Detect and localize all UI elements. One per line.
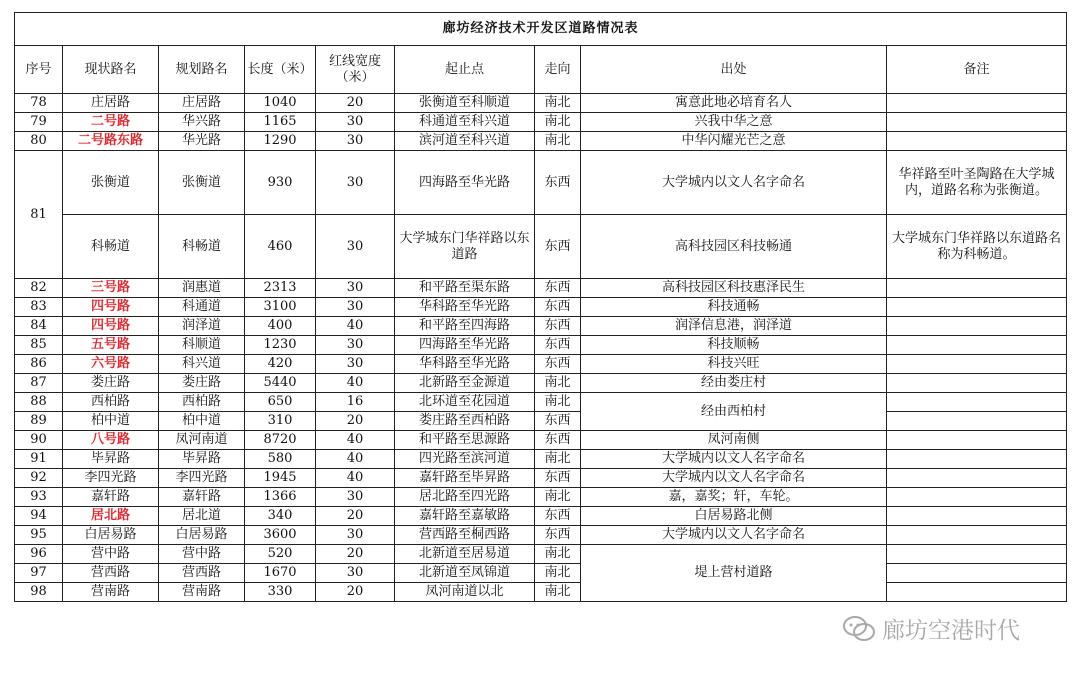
- cell-range: 北环道至花园道: [395, 393, 535, 412]
- cell-no: 88: [15, 393, 63, 412]
- cell-direction: 南北: [535, 132, 581, 151]
- cell-range: 张衡道至科顺道: [395, 94, 535, 113]
- cell-note: [887, 583, 1067, 602]
- cell-planned: 华光路: [159, 132, 245, 151]
- cell-direction: 东西: [535, 317, 581, 336]
- cell-length: 5440: [245, 374, 316, 393]
- header-length: 长度（米）: [245, 46, 316, 94]
- cell-no: 97: [15, 564, 63, 583]
- cell-direction: 东西: [535, 431, 581, 450]
- header-range: 起止点: [395, 46, 535, 94]
- cell-direction: 东西: [535, 298, 581, 317]
- cell-no: 89: [15, 412, 63, 431]
- cell-length: 580: [245, 450, 316, 469]
- header-row: [15, 46, 1067, 94]
- header-current-name: 现状路名: [63, 46, 159, 94]
- cell-current: 白居易路: [63, 526, 159, 545]
- cell-width: 30: [316, 215, 395, 279]
- cell-no: 84: [15, 317, 63, 336]
- cell-current: 四号路: [63, 298, 159, 317]
- cell-width: 30: [316, 113, 395, 132]
- cell-note: [887, 450, 1067, 469]
- cell-range: 居北路至四光路: [395, 488, 535, 507]
- cell-no: 91: [15, 450, 63, 469]
- cell-note: [887, 336, 1067, 355]
- table-row: [15, 545, 1067, 564]
- cell-width: 30: [316, 279, 395, 298]
- table-row: [15, 583, 1067, 602]
- cell-length: 1290: [245, 132, 316, 151]
- cell-origin: 堤上营村道路: [581, 545, 887, 602]
- cell-width: 20: [316, 94, 395, 113]
- cell-direction: 南北: [535, 374, 581, 393]
- cell-length: 2313: [245, 279, 316, 298]
- cell-width: 40: [316, 469, 395, 488]
- cell-direction: 东西: [535, 507, 581, 526]
- cell-no: 92: [15, 469, 63, 488]
- table-row: [15, 336, 1067, 355]
- cell-current: 营南路: [63, 583, 159, 602]
- table-row: [15, 393, 1067, 412]
- cell-origin: 润泽信息港，润泽道: [581, 317, 887, 336]
- cell-planned: 科顺道: [159, 336, 245, 355]
- cell-length: 1670: [245, 564, 316, 583]
- cell-length: 8720: [245, 431, 316, 450]
- cell-planned: 科畅道: [159, 215, 245, 279]
- cell-origin: 白居易路北侧: [581, 507, 887, 526]
- cell-width: 30: [316, 132, 395, 151]
- table-row: [15, 488, 1067, 507]
- cell-range: 和平路至思源路: [395, 431, 535, 450]
- cell-direction: 南北: [535, 564, 581, 583]
- cell-note: 大学城东门华祥路以东道路名称为科畅道。: [887, 215, 1067, 279]
- table-row: [15, 469, 1067, 488]
- cell-origin: 兴我中华之意: [581, 113, 887, 132]
- cell-range: 营西路至桐西路: [395, 526, 535, 545]
- table-row: [15, 374, 1067, 393]
- cell-width: 40: [316, 317, 395, 336]
- cell-length: 400: [245, 317, 316, 336]
- cell-range: 科通道至科兴道: [395, 113, 535, 132]
- cell-range: 凤河南道以北: [395, 583, 535, 602]
- cell-width: 30: [316, 526, 395, 545]
- cell-width: 30: [316, 488, 395, 507]
- cell-current: 张衡道: [63, 151, 159, 215]
- cell-planned: 营西路: [159, 564, 245, 583]
- cell-range: 华科路至华光路: [395, 298, 535, 317]
- table-row: [15, 412, 1067, 431]
- cell-current: 西柏路: [63, 393, 159, 412]
- cell-origin: 高科技园区科技惠泽民生: [581, 279, 887, 298]
- cell-length: 330: [245, 583, 316, 602]
- cell-direction: 东西: [535, 336, 581, 355]
- cell-no: 95: [15, 526, 63, 545]
- cell-current: 四号路: [63, 317, 159, 336]
- cell-direction: 南北: [535, 488, 581, 507]
- cell-origin: 科技兴旺: [581, 355, 887, 374]
- cell-direction: 东西: [535, 151, 581, 215]
- cell-note: 华祥路至叶圣陶路在大学城内，道路名称为张衡道。: [887, 151, 1067, 215]
- cell-no: 81: [15, 151, 63, 279]
- cell-range: 北新道至居易道: [395, 545, 535, 564]
- cell-direction: 南北: [535, 450, 581, 469]
- header-width: 红线宽度（米）: [316, 46, 395, 94]
- cell-origin: 经由西柏村: [581, 393, 887, 431]
- cell-direction: 南北: [535, 94, 581, 113]
- cell-length: 1230: [245, 336, 316, 355]
- cell-range: 四海路至华光路: [395, 336, 535, 355]
- cell-width: 16: [316, 393, 395, 412]
- cell-planned: 凤河南道: [159, 431, 245, 450]
- cell-current: 娄庄路: [63, 374, 159, 393]
- table-row: [15, 94, 1067, 113]
- cell-width: 20: [316, 545, 395, 564]
- cell-current: 居北路: [63, 507, 159, 526]
- cell-no: 98: [15, 583, 63, 602]
- cell-origin: 经由娄庄村: [581, 374, 887, 393]
- cell-current: 营西路: [63, 564, 159, 583]
- cell-length: 1165: [245, 113, 316, 132]
- table-row: [15, 151, 1067, 215]
- cell-no: 79: [15, 113, 63, 132]
- cell-planned: 润泽道: [159, 317, 245, 336]
- cell-no: 90: [15, 431, 63, 450]
- cell-note: [887, 355, 1067, 374]
- cell-planned: 润惠道: [159, 279, 245, 298]
- table-row: [15, 526, 1067, 545]
- table-row: [15, 431, 1067, 450]
- cell-planned: 嘉轩路: [159, 488, 245, 507]
- cell-length: 1040: [245, 94, 316, 113]
- cell-no: 94: [15, 507, 63, 526]
- cell-width: 20: [316, 412, 395, 431]
- cell-note: [887, 298, 1067, 317]
- cell-range: 四海路至华光路: [395, 151, 535, 215]
- cell-length: 1945: [245, 469, 316, 488]
- cell-width: 30: [316, 564, 395, 583]
- watermark: [842, 612, 1020, 645]
- cell-width: 40: [316, 431, 395, 450]
- cell-range: 和平路至四海路: [395, 317, 535, 336]
- cell-planned: 毕昇路: [159, 450, 245, 469]
- road-table-container: [14, 12, 1066, 602]
- cell-length: 650: [245, 393, 316, 412]
- table-title: 廊坊经济技术开发区道路情况表: [15, 13, 1067, 46]
- cell-note: [887, 469, 1067, 488]
- cell-direction: 南北: [535, 113, 581, 132]
- cell-planned: 居北道: [159, 507, 245, 526]
- wechat-icon: [842, 615, 876, 643]
- cell-planned: 华兴路: [159, 113, 245, 132]
- cell-width: 20: [316, 583, 395, 602]
- header-direction: 走向: [535, 46, 581, 94]
- cell-planned: 科通道: [159, 298, 245, 317]
- header-origin: 出处: [581, 46, 887, 94]
- cell-no: 82: [15, 279, 63, 298]
- cell-range: 嘉轩路至嘉敏路: [395, 507, 535, 526]
- cell-direction: 东西: [535, 215, 581, 279]
- cell-range: 嘉轩路至毕昇路: [395, 469, 535, 488]
- cell-direction: 南北: [535, 545, 581, 564]
- cell-length: 520: [245, 545, 316, 564]
- cell-no: 80: [15, 132, 63, 151]
- table-row: [15, 279, 1067, 298]
- cell-range: 滨河道至科兴道: [395, 132, 535, 151]
- cell-origin: 中华闪耀光芒之意: [581, 132, 887, 151]
- cell-no: 96: [15, 545, 63, 564]
- cell-direction: 东西: [535, 469, 581, 488]
- cell-note: [887, 507, 1067, 526]
- cell-range: 娄庄路至西柏路: [395, 412, 535, 431]
- cell-current: 科畅道: [63, 215, 159, 279]
- header-note: 备注: [887, 46, 1067, 94]
- cell-note: [887, 526, 1067, 545]
- cell-note: [887, 393, 1067, 412]
- cell-note: [887, 94, 1067, 113]
- cell-direction: 东西: [535, 355, 581, 374]
- cell-no: 85: [15, 336, 63, 355]
- table-row: [15, 132, 1067, 151]
- cell-note: [887, 279, 1067, 298]
- cell-note: [887, 412, 1067, 431]
- cell-length: 3100: [245, 298, 316, 317]
- cell-planned: 柏中道: [159, 412, 245, 431]
- cell-range: 北新路至金源道: [395, 374, 535, 393]
- cell-length: 340: [245, 507, 316, 526]
- table-row: [15, 113, 1067, 132]
- cell-no: 87: [15, 374, 63, 393]
- table-row: [15, 450, 1067, 469]
- cell-width: 20: [316, 507, 395, 526]
- cell-length: 3600: [245, 526, 316, 545]
- cell-direction: 南北: [535, 393, 581, 412]
- cell-planned: 李四光路: [159, 469, 245, 488]
- table-row: [15, 298, 1067, 317]
- cell-current: 二号路东路: [63, 132, 159, 151]
- cell-range: 北新道至凤锦道: [395, 564, 535, 583]
- cell-current: 二号路: [63, 113, 159, 132]
- cell-planned: 庄居路: [159, 94, 245, 113]
- cell-range: 四光路至滨河道: [395, 450, 535, 469]
- cell-no: 83: [15, 298, 63, 317]
- cell-origin: 高科技园区科技畅通: [581, 215, 887, 279]
- cell-current: 嘉轩路: [63, 488, 159, 507]
- cell-direction: 东西: [535, 279, 581, 298]
- cell-planned: 营中路: [159, 545, 245, 564]
- cell-origin: 凤河南侧: [581, 431, 887, 450]
- cell-length: 310: [245, 412, 316, 431]
- cell-current: 庄居路: [63, 94, 159, 113]
- cell-planned: 张衡道: [159, 151, 245, 215]
- cell-origin: 大学城内以文人名字命名: [581, 450, 887, 469]
- cell-no: 86: [15, 355, 63, 374]
- table-row: [15, 564, 1067, 583]
- cell-planned: 科兴道: [159, 355, 245, 374]
- cell-planned: 营南路: [159, 583, 245, 602]
- cell-range: 大学城东门华祥路以东道路: [395, 215, 535, 279]
- table-row: [15, 317, 1067, 336]
- header-planned-name: 规划路名: [159, 46, 245, 94]
- table-row: [15, 355, 1067, 374]
- cell-direction: 东西: [535, 412, 581, 431]
- cell-note: [887, 113, 1067, 132]
- cell-current: 三号路: [63, 279, 159, 298]
- cell-origin: 大学城内以文人名字命名: [581, 469, 887, 488]
- cell-direction: 东西: [535, 526, 581, 545]
- cell-note: [887, 564, 1067, 583]
- cell-no: 78: [15, 94, 63, 113]
- cell-planned: 西柏路: [159, 393, 245, 412]
- cell-current: 李四光路: [63, 469, 159, 488]
- cell-width: 30: [316, 298, 395, 317]
- cell-current: 六号路: [63, 355, 159, 374]
- cell-range: 华科路至华光路: [395, 355, 535, 374]
- cell-range: 和平路至渠东路: [395, 279, 535, 298]
- cell-note: [887, 132, 1067, 151]
- cell-planned: 娄庄路: [159, 374, 245, 393]
- cell-note: [887, 317, 1067, 336]
- cell-current: 营中路: [63, 545, 159, 564]
- cell-note: [887, 488, 1067, 507]
- header-no: 序号: [15, 46, 63, 94]
- cell-origin: 嘉，嘉奖；轩，车轮。: [581, 488, 887, 507]
- cell-note: [887, 374, 1067, 393]
- cell-width: 40: [316, 374, 395, 393]
- table-row: [15, 215, 1067, 279]
- watermark-text: 廊坊空港时代: [882, 618, 1020, 644]
- cell-current: 柏中道: [63, 412, 159, 431]
- cell-origin: 科技通畅: [581, 298, 887, 317]
- cell-no: 93: [15, 488, 63, 507]
- cell-width: 30: [316, 151, 395, 215]
- cell-current: 五号路: [63, 336, 159, 355]
- cell-origin: 科技顺畅: [581, 336, 887, 355]
- cell-note: [887, 431, 1067, 450]
- cell-origin: 大学城内以文人名字命名: [581, 151, 887, 215]
- cell-planned: 白居易路: [159, 526, 245, 545]
- road-table: [14, 12, 1067, 602]
- cell-note: [887, 545, 1067, 564]
- cell-length: 460: [245, 215, 316, 279]
- cell-length: 930: [245, 151, 316, 215]
- cell-width: 40: [316, 450, 395, 469]
- cell-current: 毕昇路: [63, 450, 159, 469]
- cell-length: 420: [245, 355, 316, 374]
- cell-origin: 大学城内以文人名字命名: [581, 526, 887, 545]
- cell-origin: 寓意此地必培育名人: [581, 94, 887, 113]
- cell-width: 30: [316, 355, 395, 374]
- table-row: [15, 507, 1067, 526]
- cell-direction: 南北: [535, 583, 581, 602]
- cell-length: 1366: [245, 488, 316, 507]
- cell-width: 30: [316, 336, 395, 355]
- cell-current: 八号路: [63, 431, 159, 450]
